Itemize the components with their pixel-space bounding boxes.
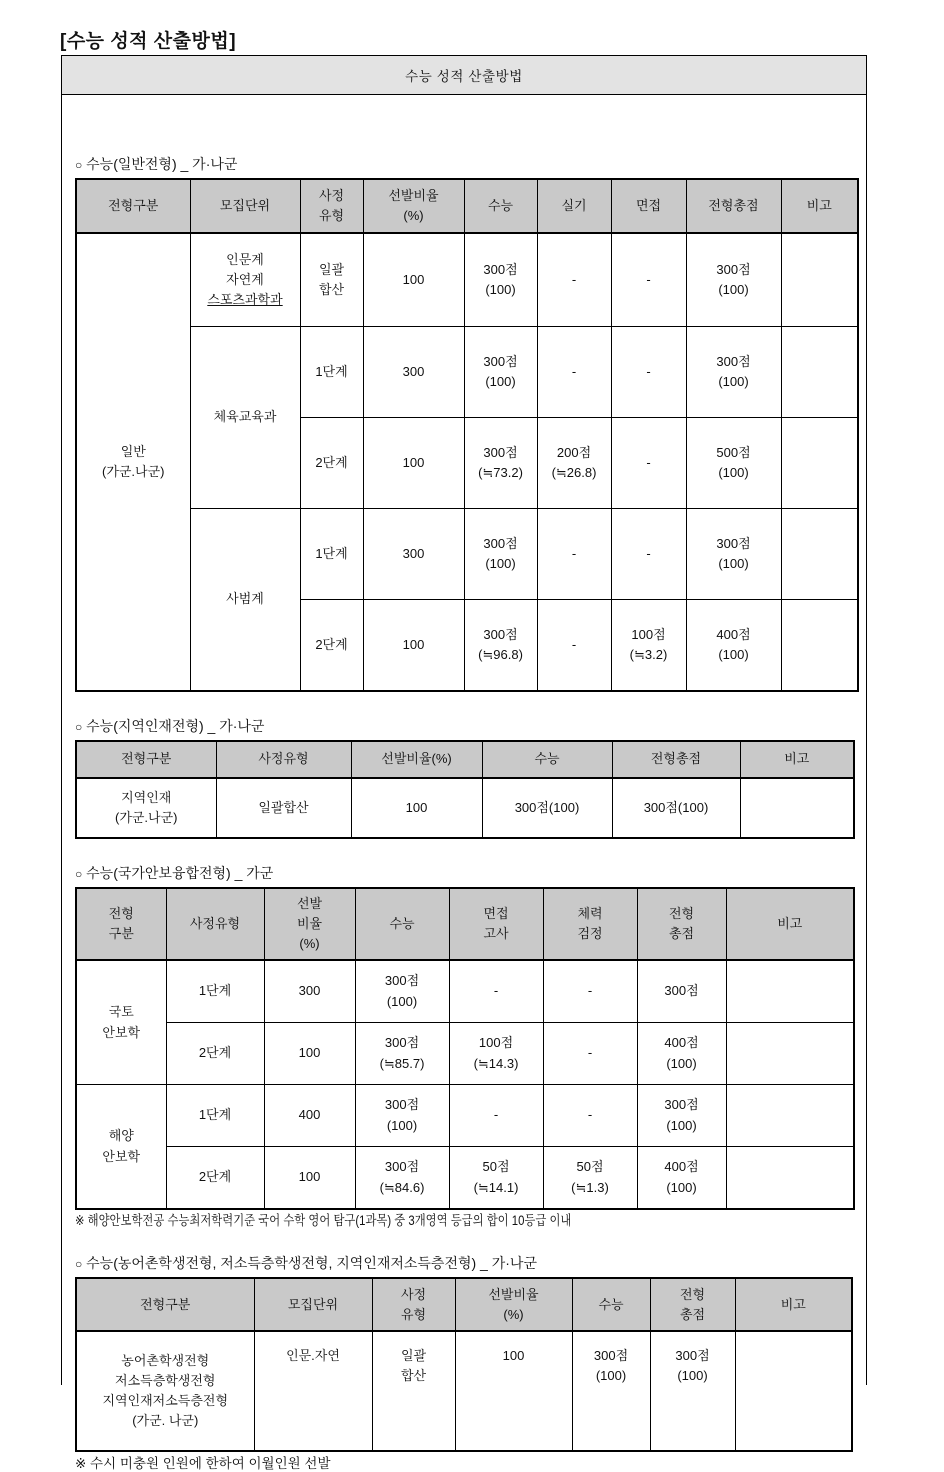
cell-silgi: - [537,509,611,600]
cell-suneung: 300점 (100) [464,509,537,600]
cell-remark [726,1147,854,1210]
col-jeonhyeong: 전형구분 [76,179,190,233]
col-jeonhyeong: 전형 구분 [76,888,166,960]
cell-silgi: - [537,327,611,418]
table-row [76,778,854,838]
col-myeonjeop: 면접 [611,179,686,233]
cell-type: 일괄 합산 [300,233,363,327]
cell-type: 2단계 [166,1023,264,1085]
cell-ratio: 300 [363,327,464,418]
table-row [76,233,858,327]
cell-total: 300점 (100) [686,233,781,327]
cell-ratio: 100 [351,778,482,838]
section-heading-2 [75,719,853,733]
content-frame [61,55,867,1472]
col-type: 사정 유형 [300,179,363,233]
cell-ratio: 100 [363,233,464,327]
cell-type: 2단계 [166,1147,264,1210]
section-heading-2-label: 수능(지역인재전형) _ 가·나군 [86,718,265,734]
cell-remark [735,1331,852,1451]
section-heading-3-label: 수능(국가안보융합전형) _ 가군 [86,865,274,881]
cell-silgi: - [537,600,611,692]
table-row [76,1085,854,1147]
cell-suneung: 300점 (100) [464,327,537,418]
table-header-row [76,741,854,778]
cell-remark [740,778,854,838]
col-suneung: 수능 [355,888,449,960]
cell-total: 300점 [637,960,726,1023]
cell-silgi: 200점 (≒26.8) [537,418,611,509]
cell-jeonhyeong: 농어촌학생전형 저소득층학생전형 지역인재저소득층전형 (가군. 나군) [76,1331,254,1451]
cell-type: 일괄합산 [216,778,351,838]
cell-jeonhyeong: 해양 안보학 [76,1085,166,1210]
col-type: 사정 유형 [372,1278,455,1331]
table-row [76,327,858,418]
cell-remark [781,600,858,692]
cell-type: 일괄 합산 [372,1331,455,1451]
col-silgi: 실기 [537,179,611,233]
col-type: 사정유형 [166,888,264,960]
cell-unit: 체육교육과 [190,327,300,509]
col-unit: 모집단위 [254,1278,372,1331]
col-total: 전형총점 [686,179,781,233]
cell-jeonhyeong: 지역인재 (가군.나군) [76,778,216,838]
cell-total: 300점 (100) [686,509,781,600]
cell-suneung: 300점 (≒85.7) [355,1023,449,1085]
cell-suneung: 300점 (≒96.8) [464,600,537,692]
cell-remark [781,509,858,600]
cell-myeonjeop: - [611,509,686,600]
col-total: 전형 총점 [637,888,726,960]
cell-suneung: 300점 (100) [464,233,537,327]
frame-header-label: 수능 성적 산출방법 [405,69,523,84]
table-header-row [76,888,854,960]
cell-cheryeok: - [543,1085,637,1147]
bullet-icon: ○ [75,720,83,734]
cell-myeonjeop: - [611,418,686,509]
cell-ratio: 300 [363,509,464,600]
section-heading-1-label: 수능(일반전형) _ 가·나군 [86,156,238,172]
table-row [76,509,858,600]
cell-suneung: 300점(100) [482,778,612,838]
cell-myeonjeop: - [449,1085,543,1147]
cell-type: 1단계 [166,1085,264,1147]
col-ratio: 선발비율 (%) [455,1278,572,1331]
bullet-icon: ○ [75,158,83,172]
col-cheryeok: 체력 검정 [543,888,637,960]
cell-type: 1단계 [166,960,264,1023]
cell-total: 300점 (100) [686,327,781,418]
cell-remark [781,418,858,509]
table-row [76,1147,854,1210]
table-row [76,1331,852,1451]
col-total: 전형총점 [612,741,740,778]
cell-suneung: 300점 (≒84.6) [355,1147,449,1210]
col-suneung: 수능 [482,741,612,778]
cell-suneung: 300점 (100) [355,1085,449,1147]
col-unit: 모집단위 [190,179,300,233]
cell-cheryeok: 50점 (≒1.3) [543,1147,637,1210]
cell-total: 300점 (100) [637,1085,726,1147]
cell-myeonjeop: 100점 (≒14.3) [449,1023,543,1085]
cell-type: 1단계 [300,327,363,418]
section-heading-4 [75,1256,853,1270]
col-suneung: 수능 [464,179,537,233]
col-remark: 비고 [740,741,854,778]
col-ratio: 선발비율 (%) [363,179,464,233]
bullet-icon: ○ [75,867,83,881]
page-title: [수능 성적 산출방법] [60,31,237,52]
cell-total: 400점 (100) [686,600,781,692]
cell-total: 300점(100) [612,778,740,838]
col-myeonjeop: 면접 고사 [449,888,543,960]
cell-remark [726,960,854,1023]
bullet-icon: ○ [75,1257,83,1272]
cell-suneung: 300점 (100) [355,960,449,1023]
table-special-admission [75,1277,853,1452]
cell-total: 500점 (100) [686,418,781,509]
note-maritime-security: ※ 해양안보학전공 수능최저학력기준 국어 수학 영어 탐구(1과목) 중 3개영역 등급의 합이 10등급 이내 [75,1213,572,1228]
cell-suneung: 300점 (≒73.2) [464,418,537,509]
cell-remark [781,233,858,327]
table-row [76,960,854,1023]
table-header-row [76,1278,852,1331]
col-type: 사정유형 [216,741,351,778]
section-heading-1 [75,157,853,171]
cell-suneung: 300점 (100) [572,1331,650,1451]
cell-ratio: 100 [363,600,464,692]
table-local-talent-admission [75,740,855,839]
table-general-admission [75,178,859,692]
note-rollover-quota: ※ 수시 미충원 인원에 한하여 이월인원 선발 [75,1456,331,1472]
col-total: 전형 총점 [650,1278,735,1331]
cell-type: 2단계 [300,418,363,509]
cell-unit: 인문계 자연계 스포츠과학과 [190,233,300,327]
col-ratio: 선발비율(%) [351,741,482,778]
cell-unit: 사범계 [190,509,300,692]
cell-ratio: 100 [264,1147,355,1210]
cell-type: 2단계 [300,600,363,692]
table-national-security-admission [75,887,855,1210]
cell-jeonhyeong: 국토 안보학 [76,960,166,1085]
cell-ratio: 100 [363,418,464,509]
frame-body [62,95,866,1472]
cell-ratio: 400 [264,1085,355,1147]
cell-ratio: 100 [455,1331,572,1451]
cell-myeonjeop: 50점 (≒14.1) [449,1147,543,1210]
cell-unit: 인문.자연 [254,1331,372,1451]
col-ratio: 선발 비율 (%) [264,888,355,960]
section-heading-4-label: 수능(농어촌학생전형, 저소득층학생전형, 지역인재저소득층전형) _ 가·나군 [86,1255,537,1272]
cell-remark [726,1023,854,1085]
cell-total: 400점 (100) [637,1023,726,1085]
section-heading-3 [75,866,853,880]
col-jeonhyeong: 전형구분 [76,1278,254,1331]
cell-cheryeok: - [543,960,637,1023]
cell-jeonhyeong: 일반 (가군.나군) [76,233,190,691]
frame-header [62,56,866,95]
cell-myeonjeop: - [611,233,686,327]
table-header-row [76,179,858,233]
cell-cheryeok: - [543,1023,637,1085]
col-remark: 비고 [726,888,854,960]
cell-total: 300점 (100) [650,1331,735,1451]
cell-total: 400점 (100) [637,1147,726,1210]
col-jeonhyeong: 전형구분 [76,741,216,778]
cell-myeonjeop: 100점 (≒3.2) [611,600,686,692]
cell-myeonjeop: - [611,327,686,418]
table-row [76,1023,854,1085]
cell-ratio: 300 [264,960,355,1023]
cell-remark [781,327,858,418]
cell-silgi: - [537,233,611,327]
cell-ratio: 100 [264,1023,355,1085]
col-remark: 비고 [781,179,858,233]
col-suneung: 수능 [572,1278,650,1331]
col-remark: 비고 [735,1278,852,1331]
cell-type: 1단계 [300,509,363,600]
cell-myeonjeop: - [449,960,543,1023]
cell-remark [726,1085,854,1147]
